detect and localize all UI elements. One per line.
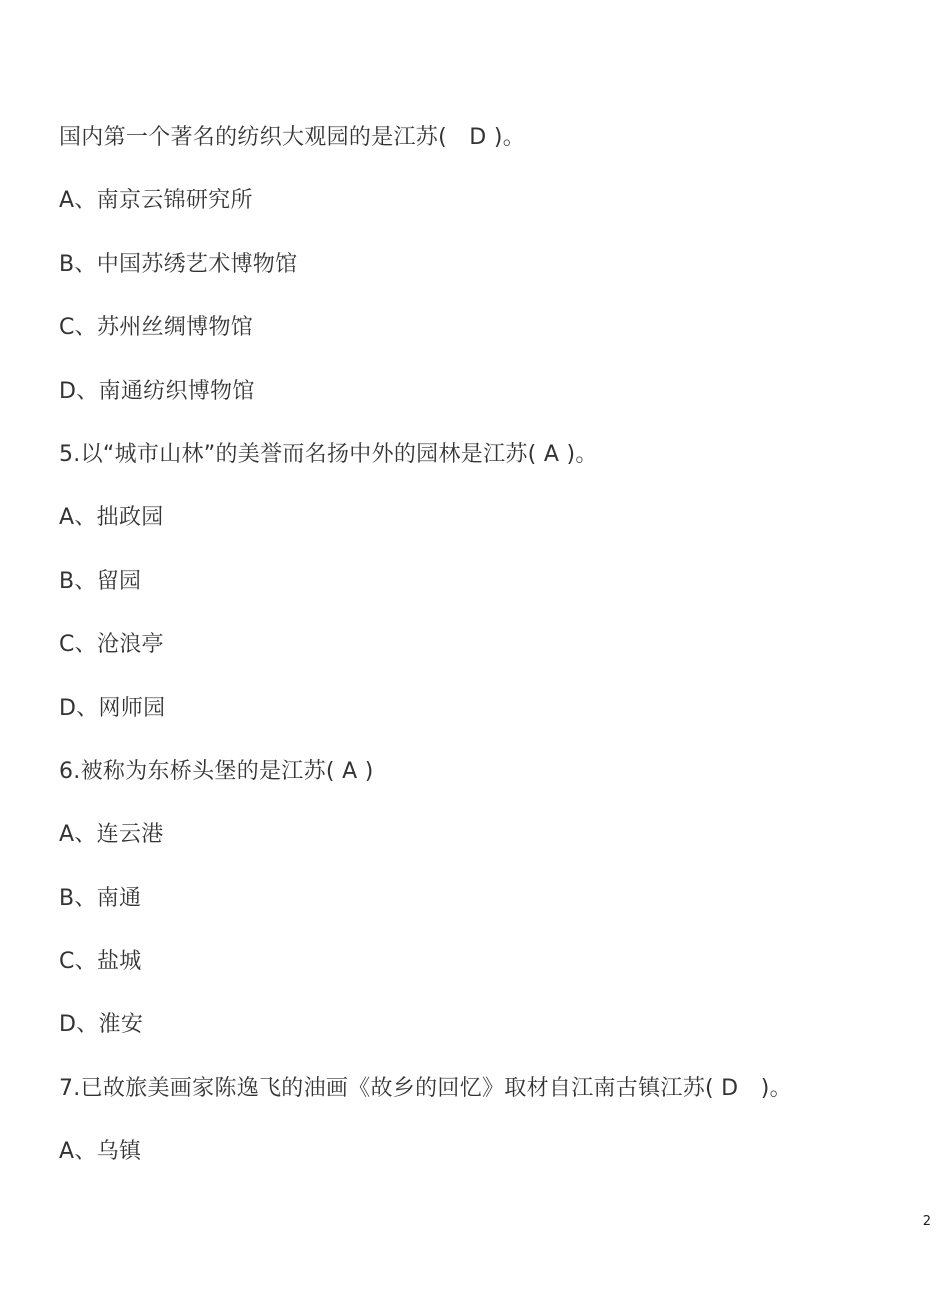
question-5-option-a: A、拙政园 — [59, 505, 164, 531]
page-content — [59, 117, 919, 1195]
question-4-option-a: A、南京云锦研究所 — [59, 188, 253, 214]
question-5-option-b: B、留园 — [59, 568, 142, 594]
question-6-option-d: D、淮安 — [59, 1012, 144, 1038]
question-4-text: 国内第一个著名的纺织大观园的是江苏( D )。 — [59, 125, 526, 150]
page-number: 2 — [922, 1214, 931, 1229]
question-4-option-d: D、南通纺织博物馆 — [59, 378, 255, 404]
question-6-option-a: A、连云港 — [59, 822, 164, 848]
question-4-option-c: C、苏州丝绸博物馆 — [59, 315, 254, 341]
question-5-option-c: C、沧浪亭 — [59, 632, 164, 658]
question-5-text: 5.以“城市山林”的美誉而名扬中外的园林是江苏( A )。 — [59, 441, 598, 467]
question-6-option-b: B、南通 — [59, 885, 142, 911]
question-5-option-d: D、网师园 — [59, 695, 166, 721]
question-7-option-a: A、乌镇 — [59, 1139, 142, 1165]
question-6-text: 6.被称为东桥头堡的是江苏( A ) — [59, 758, 374, 784]
question-4-option-b: B、中国苏绣艺术博物馆 — [59, 251, 298, 277]
question-7-text: 7.已故旅美画家陈逸飞的油画《故乡的回忆》取材自江南古镇江苏( D )。 — [59, 1075, 792, 1101]
question-6-option-c: C、盐城 — [59, 949, 142, 975]
